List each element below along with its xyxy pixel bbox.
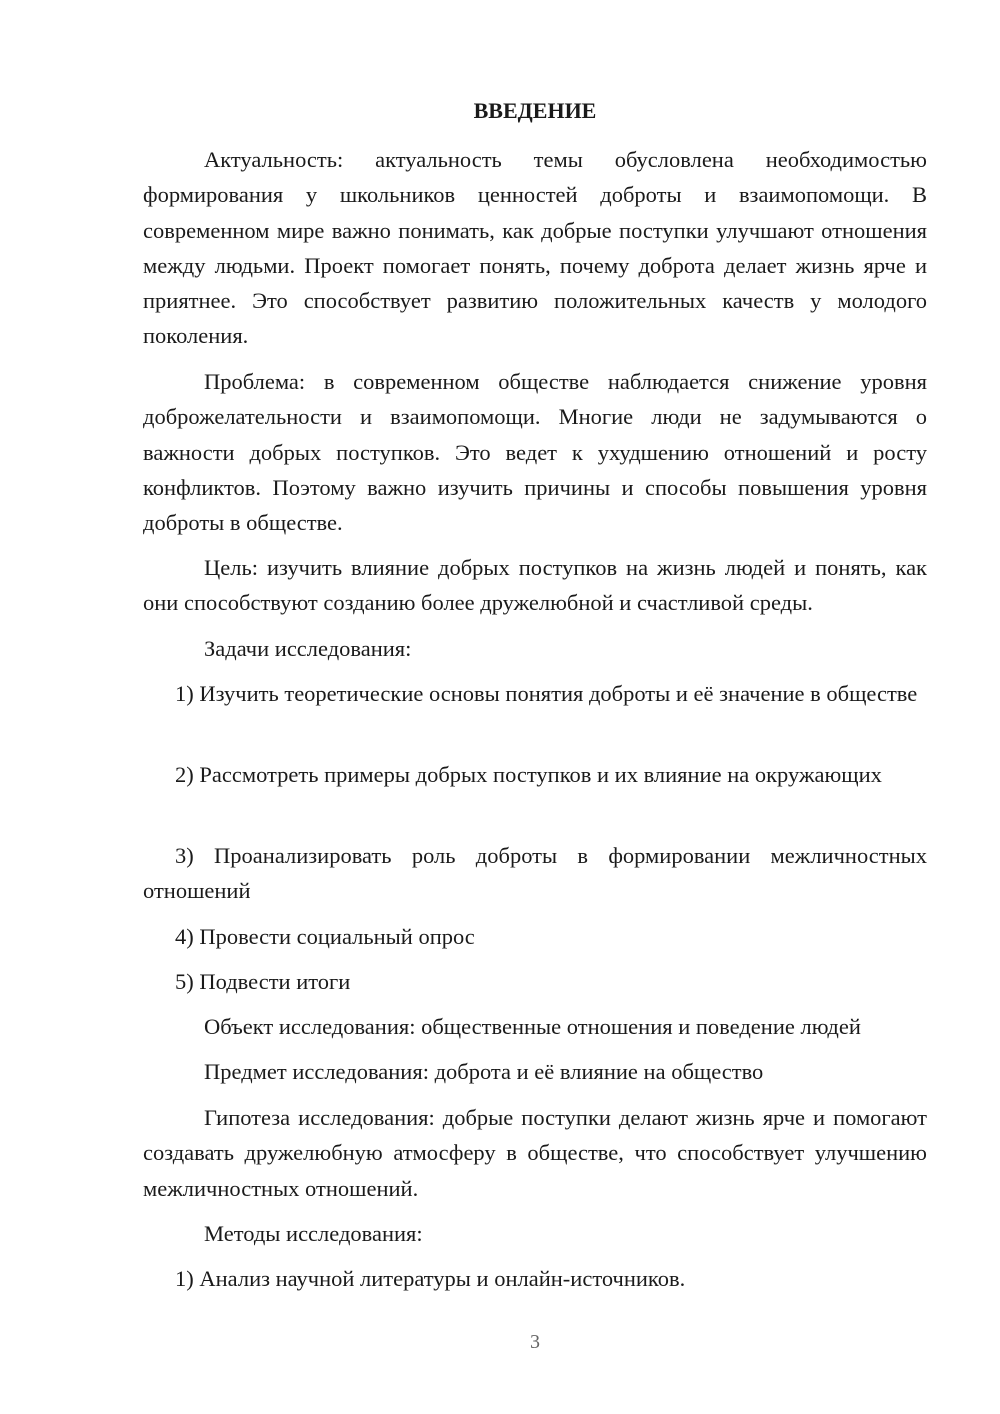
page-number: 3: [530, 1331, 540, 1353]
task-item-3: 3) Проанализировать роль доброты в формировании межличностных отношений: [143, 843, 927, 904]
tasks-heading: Задачи исследования:: [204, 636, 412, 661]
actuality-paragraph: Актуальность: актуальность темы обусловлена необходимостью формирования у школьников ценностей доброты и взаимопомощи. В современном мире важно понимать, как добрые поступки улучшают отношения между людьми. Проект помогает понять, почему доброта делает жизнь ярче и приятнее. Это способствует развитию положительных качеств у молодого поколения.: [143, 147, 927, 349]
problem-paragraph: Проблема: в современном обществе наблюдается снижение уровня доброжелательности и взаимопомощи. Многие люди не задумываются о важности добрых поступков. Это ведет к ухудшению отношений и росту конфликтов. Поэтому важно изучить причины и способы повышения уровня доброты в обществе.: [143, 369, 927, 536]
methods-heading: Методы исследования:: [204, 1221, 423, 1246]
task-item-1: 1) Изучить теоретические основы понятия доброты и её значение в обществе: [175, 681, 918, 706]
subject-paragraph: Предмет исследования: доброта и её влияние на общество: [204, 1059, 764, 1084]
task-item-5: 5) Подвести итоги: [175, 969, 351, 994]
page-title: ВВЕДЕНИЕ: [473, 98, 597, 123]
method-item-1: 1) Анализ научной литературы и онлайн-источников.: [175, 1266, 686, 1291]
task-item-2: 2) Рассмотреть примеры добрых поступков и их влияние на окружающих: [175, 762, 882, 787]
task-item-4: 4) Провести социальный опрос: [175, 924, 475, 949]
hypothesis-paragraph: Гипотеза исследования: добрые поступки делают жизнь ярче и помогают создавать дружелюбную атмосферу в обществе, что способствует улучшению межличностных отношений.: [143, 1105, 927, 1201]
object-paragraph: Объект исследования: общественные отношения и поведение людей: [204, 1014, 861, 1039]
goal-paragraph: Цель: изучить влияние добрых поступков на жизнь людей и понять, как они способствуют созданию более дружелюбной и счастливой среды.: [143, 555, 927, 616]
